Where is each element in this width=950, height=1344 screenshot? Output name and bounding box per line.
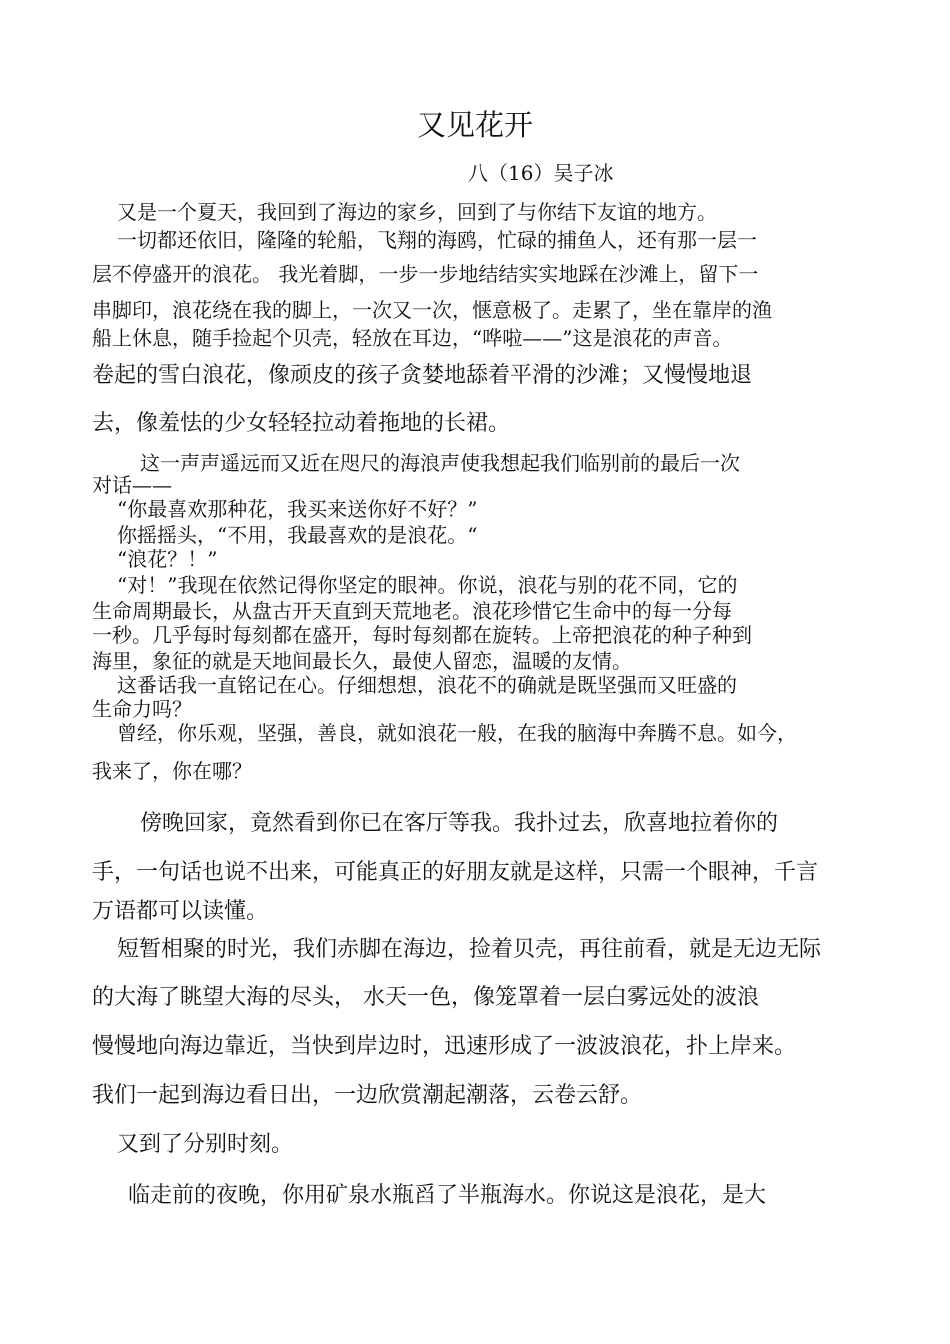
text-line: “浪花？！” (117, 547, 218, 571)
text-line: 这番话我一直铭记在心。仔细想想，浪花不的确就是既坚强而又旺盛的 (117, 673, 737, 697)
text-line: 一秒。几乎每时每刻都在盛开，每时每刻都在旋转。上帝把浪花的种子种到 (92, 623, 752, 647)
essay-title: 又见花开 (416, 108, 533, 142)
text-line: 层不停盛开的浪花。 我光着脚，一步一步地结结实实地踩在沙滩上，留下一 (92, 262, 759, 286)
text-line: 的大海了眺望大海的尽头， 水天一色，像笼罩着一层白雾远处的波浪 (92, 985, 759, 1010)
text-line: 又是一个夏天，我回到了海边的家乡，回到了与你结下友谊的地方。 (117, 200, 717, 224)
text-line: 去，像羞怯的少女轻轻拉动着拖地的长裙。 (92, 411, 511, 436)
text-line: 手，一句话也说不出来，可能真正的好朋友就是这样，只需一个眼神，千言 (92, 860, 819, 885)
text-line: 傍晚回家，竟然看到你已在客厅等我。我扑过去，欣喜地拉着你的 (140, 811, 779, 836)
author-line: 八（16）吴子冰 (468, 161, 614, 185)
text-line: 对话—— (92, 473, 172, 497)
text-line: 这一声声遥远而又近在咫尺的海浪声使我想起我们临别前的最后一次 (140, 451, 740, 475)
text-line: 你摇摇头，“不用，我最喜欢的是浪花。“ (117, 523, 478, 547)
text-line: 串脚印，浪花绕在我的脚上，一次又一次，惬意极了。走累了，坐在靠岸的渔 (92, 298, 772, 322)
text-line: 生命周期最长，从盘古开天直到天荒地老。浪花珍惜它生命中的每一分每 (92, 599, 732, 623)
text-line: 我来了，你在哪？ (92, 759, 252, 783)
text-line: 临走前的夜晚，你用矿泉水瓶舀了半瓶海水。你说这是浪花，是大 (128, 1183, 767, 1208)
text-line: 万语都可以读懂。 (92, 899, 269, 924)
text-line: “对！”我现在依然记得你坚定的眼神。你说，浪花与别的花不同，它的 (117, 573, 738, 597)
text-line: 海里，象征的就是天地间最长久，最使人留恋，温暖的友情。 (92, 649, 632, 673)
text-line: 又到了分别时刻。 (117, 1132, 294, 1157)
text-line: 生命力吗？ (92, 697, 192, 721)
text-line: 短暂相聚的时光，我们赤脚在海边，捡着贝壳，再往前看，就是无边无际 (117, 937, 822, 962)
text-line: 慢慢地向海边靠近，当快到岸边时，迅速形成了一波波浪花，扑上岸来。 (92, 1034, 797, 1059)
text-line: 一切都还依旧，隆隆的轮船，飞翔的海鸥，忙碌的捕鱼人，还有那一层一 (117, 228, 757, 252)
text-line: 船上休息，随手捡起个贝壳，轻放在耳边，“哗啦——”这是浪花的声音。 (92, 326, 733, 350)
text-line: 曾经，你乐观，坚强，善良，就如浪花一般，在我的脑海中奔腾不息。如今， (117, 721, 797, 745)
text-line: 卷起的雪白浪花，像顽皮的孩子贪婪地舔着平滑的沙滩；又慢慢地退 (92, 363, 753, 388)
text-line: 我们一起到海边看日出，一边欣赏潮起潮落，云卷云舒。 (92, 1083, 643, 1108)
text-line: “你最喜欢那种花，我买来送你好不好？” (117, 497, 478, 521)
